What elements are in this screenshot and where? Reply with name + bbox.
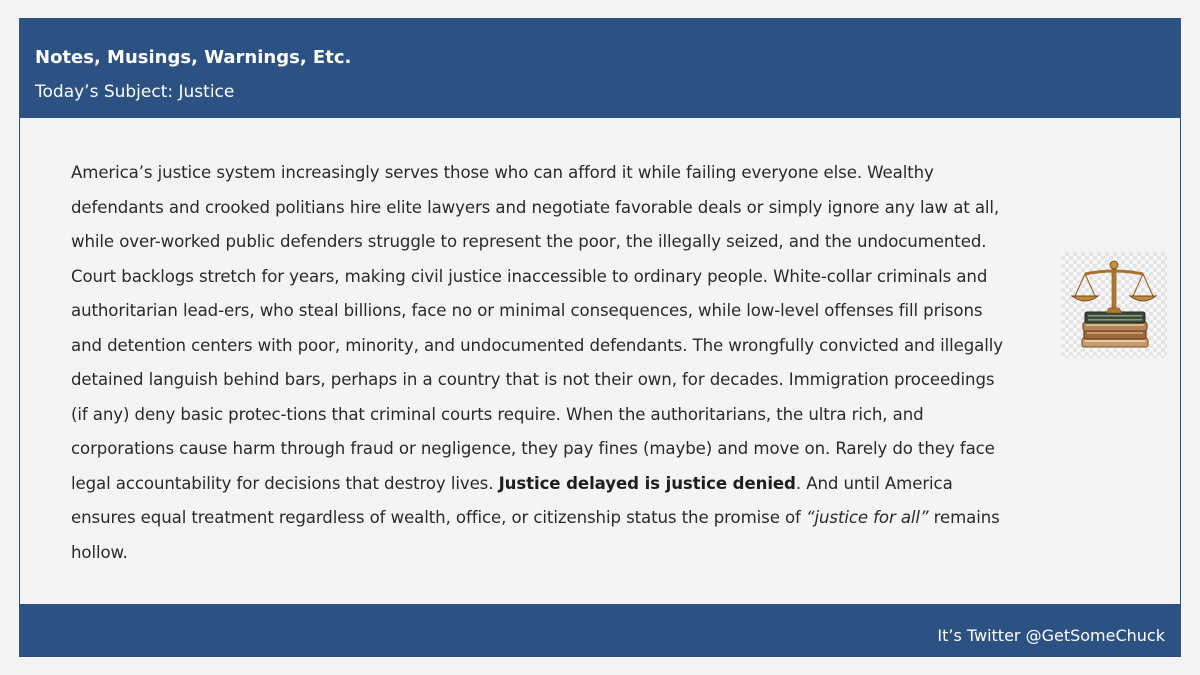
subject-line: Today’s Subject: Justice <box>35 82 235 102</box>
quote-text: “justice for all” <box>805 508 929 527</box>
paragraph-end: remains hollow. <box>71 508 1000 562</box>
paragraph-middle: . And until America ensures equal treatment regardless of wealth, office, or citizenship status the promise of <box>71 473 953 527</box>
header <box>19 18 1181 118</box>
note-card <box>19 18 1181 657</box>
page-title: Notes, Musings, Warnings, Etc. <box>35 47 352 68</box>
paragraph-start: America’s justice system increasingly serves those who can afford it while failing everyone else. Wealthy defendants and crooked politians hire elite lawyers and negotiate favorable deals or simply ignore any law at all, while over-worked public defenders struggle to represent the poor, the illegally seized, and the undocumented. Court backlogs stretch for years, making civil justice inaccessible to ordinary people. White-collar criminals and authoritarian lead-ers, who steal billions, face no or minimal consequences, while low-level offenses fill prisons and detention centers with poor, minority, and undocumented defendants. The wrongfully convicted and illegally detained languish behind bars, perhaps in a country that is not their own, for decades. Immigration proceedings (if any) deny basic protec-tions that criminal courts require. When the authoritarians, the ultra rich, and corporations cause harm through fraud or negligence, they pay fines (maybe) and move on. Rarely do they face legal accountability for decisions that destroy lives. <box>71 163 1003 493</box>
article-paragraph <box>71 156 1011 570</box>
twitter-handle: It’s Twitter @GetSomeChuck <box>937 626 1165 645</box>
emphasis-text: Justice delayed is justice denied <box>498 473 796 493</box>
scales-of-justice-icon <box>1061 252 1167 358</box>
content-panel <box>20 118 1180 604</box>
